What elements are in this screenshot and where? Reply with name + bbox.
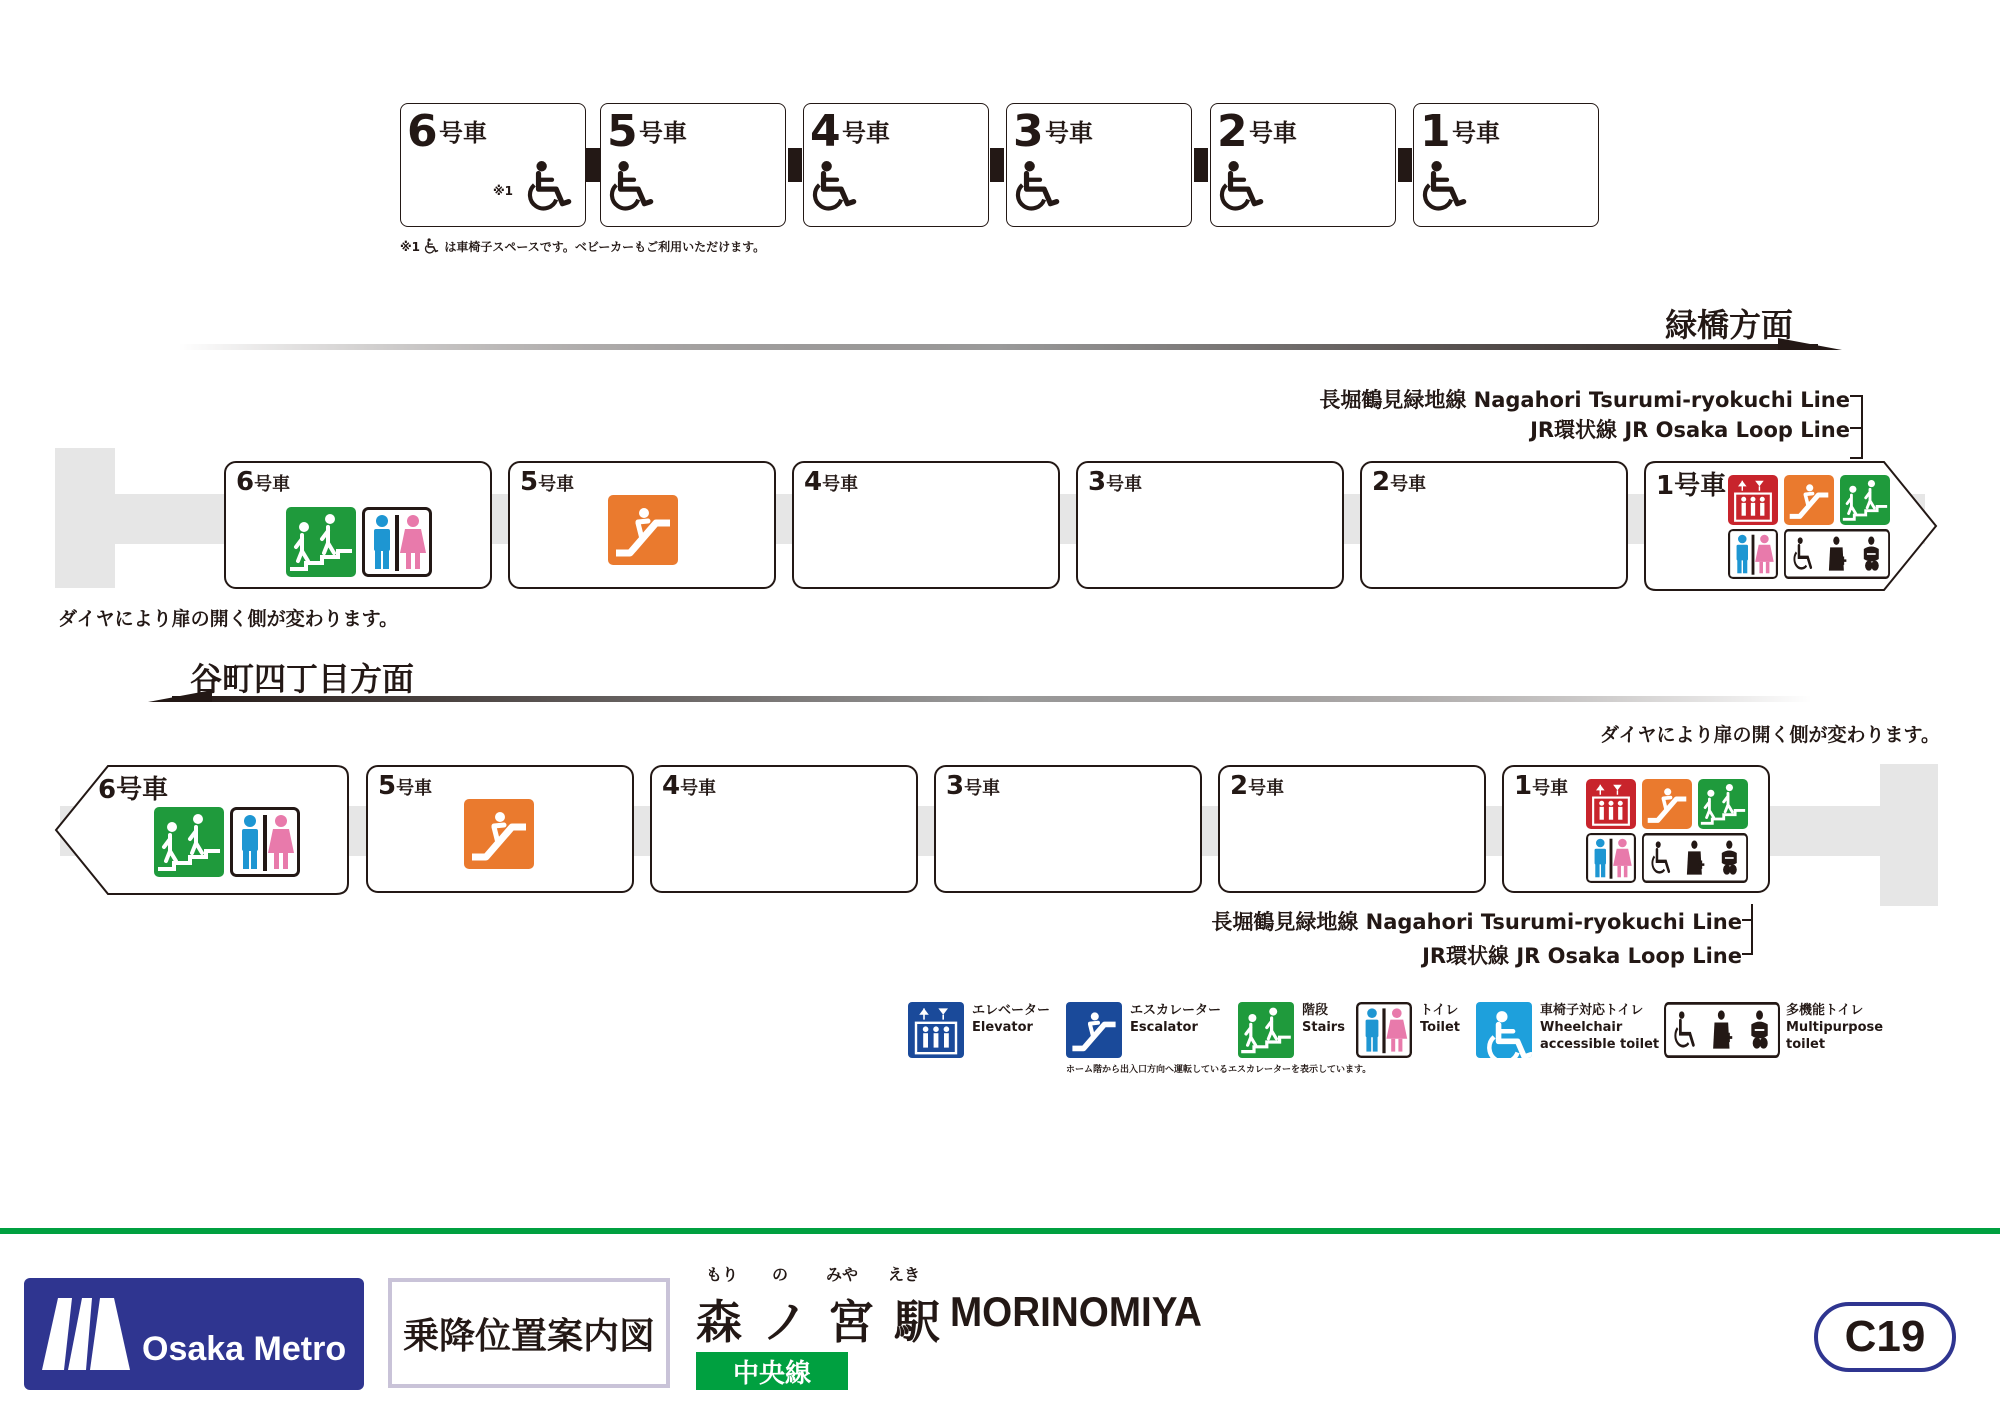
car-number: 2: [1372, 467, 1391, 497]
car-connector: [1194, 148, 1208, 182]
escalator-icon: [1642, 779, 1692, 829]
car-suffix: 号車: [1249, 119, 1297, 147]
car-label: [520, 467, 574, 500]
car-suffix: 号車: [1248, 778, 1285, 799]
car-number: 6: [98, 775, 117, 805]
legend-en: toilet: [1786, 1037, 1826, 1052]
escalator-note: ホーム階から出入口方向へ運転しているエスカレーターを表示しています。: [1066, 1065, 1372, 1075]
car-number: 2: [1230, 771, 1249, 801]
escalator-icon: [1066, 1002, 1122, 1058]
wheelchair-icon: [1476, 1002, 1532, 1058]
direction-heading: 谷町四丁目方面: [190, 660, 415, 698]
car-suffix: 号車: [1390, 474, 1427, 495]
legend-jp: エスカレーター: [1130, 1003, 1222, 1018]
transfer-bracket: [1850, 394, 1870, 460]
car-label: [1514, 771, 1568, 804]
car-number: 4: [810, 106, 841, 157]
lower-car-5: [366, 765, 634, 893]
page-title: 乗降位置案内図: [388, 1278, 670, 1388]
legend-en: Toilet: [1420, 1020, 1461, 1035]
wheelchair-icon: [1420, 160, 1472, 212]
car-number: 4: [662, 771, 681, 801]
legend-jp: 多機能トイレ: [1786, 1003, 1864, 1018]
car-label: [1230, 771, 1284, 804]
legend-en: Escalator: [1130, 1020, 1198, 1035]
stairs-icon: [1698, 779, 1748, 829]
furigana: もり: [706, 1265, 739, 1284]
car-number: 5: [520, 467, 539, 497]
car-suffix: 号車: [1674, 471, 1727, 501]
platform-end: [1880, 764, 1938, 906]
station-name-jp: [696, 1286, 942, 1352]
legend-jp: エレベーター: [972, 1003, 1051, 1018]
elevator-icon: [1728, 475, 1778, 525]
car-label: [1656, 465, 1726, 502]
car-label: [804, 467, 858, 500]
car-number: 3: [1088, 467, 1107, 497]
upper-car-6: [224, 461, 492, 589]
station-name-en: MORINOMIYA: [950, 1288, 1202, 1335]
stairs-icon: [154, 807, 224, 877]
car-label: [1372, 467, 1426, 500]
top-car-5: [600, 103, 786, 227]
transfer-bracket: [1742, 904, 1762, 958]
line-badge: 中央線: [696, 1352, 848, 1390]
lower-car-3: [934, 765, 1202, 893]
platform-end: [55, 448, 115, 588]
top-car-6: [400, 103, 586, 227]
legend-jp: 車椅子対応トイレ: [1540, 1003, 1644, 1018]
toilet-icon: [1586, 833, 1636, 883]
escalator-icon: [464, 799, 534, 869]
multipurpose-toilet-icon: [1784, 529, 1890, 579]
car-suffix: 号車: [538, 474, 575, 495]
top-car-3: [1006, 103, 1192, 227]
escalator-icon: [1784, 475, 1834, 525]
legend-toilet: [1420, 1002, 1460, 1036]
lower-car-1: [1502, 765, 1770, 893]
toilet-icon: [1728, 529, 1778, 579]
direction-arrow-right: [178, 310, 1842, 354]
car-suffix: 号車: [964, 778, 1001, 799]
transfer-line-label: 長堀鶴見緑地線 Nagahori Tsurumi-ryokuchi Line: [1211, 910, 1742, 934]
upper-car-3: [1076, 461, 1344, 589]
transfer-line-label: JR環状線 JR Osaka Loop Line: [1530, 418, 1850, 442]
lower-car-2: [1218, 765, 1486, 893]
car-number: 3: [1013, 106, 1044, 157]
stairs-icon: [286, 507, 356, 577]
car-suffix: 号車: [639, 119, 687, 147]
station-char: 森: [696, 1295, 744, 1349]
car-number: 5: [607, 106, 638, 157]
upper-car-2: [1360, 461, 1628, 589]
wheelchair-icon: [1013, 160, 1065, 212]
car-number: 5: [378, 771, 397, 801]
car-suffix: 号車: [822, 474, 859, 495]
legend-jp: トイレ: [1420, 1003, 1459, 1018]
transfer-line-label: JR環状線 JR Osaka Loop Line: [1422, 944, 1742, 968]
car-suffix: 号車: [1106, 474, 1143, 495]
station-char: 駅: [894, 1295, 943, 1349]
logo-text: Osaka Metro: [142, 1330, 347, 1368]
car-suffix: 号車: [439, 119, 487, 147]
osaka-metro-logo: [24, 1278, 364, 1390]
legend-elevator: [972, 1002, 1050, 1036]
car-suffix: 号車: [842, 119, 890, 147]
car-label: [1088, 467, 1142, 500]
car-suffix: 号車: [254, 474, 291, 495]
furigana: みや: [826, 1265, 859, 1284]
legend-en: Multipurpose: [1786, 1020, 1884, 1035]
upper-car-4: [792, 461, 1060, 589]
wheelchair-icon: [607, 160, 659, 212]
car-suffix: 号車: [1452, 119, 1500, 147]
multipurpose-toilet-icon: [1642, 833, 1748, 883]
wheelchair-icon: [810, 160, 862, 212]
note-text: は車椅子スペースです。ベビーカーもご利用いただけます。: [444, 240, 766, 254]
stairs-icon: [1840, 475, 1890, 525]
door-side-note: ダイヤにより扉の開く側が変わります。: [58, 608, 399, 630]
escalator-icon: [608, 495, 678, 565]
metro-m-icon: [38, 1296, 134, 1372]
toilet-icon: [1356, 1002, 1412, 1058]
legend-escalator: [1130, 1002, 1221, 1036]
wheelchair-icon: [1217, 160, 1269, 212]
elevator-icon: [1586, 779, 1636, 829]
legend-en: Stairs: [1302, 1020, 1345, 1035]
upper-car-1: [1644, 461, 1940, 591]
car-number: 1: [1420, 106, 1451, 157]
car-suffix: 号車: [1045, 119, 1093, 147]
car-label: [946, 771, 1000, 804]
car-suffix: 号車: [680, 778, 717, 799]
car-suffix: 号車: [1532, 778, 1569, 799]
station-char: 宮: [828, 1295, 877, 1349]
wheelchair-icon: [424, 238, 440, 254]
legend-en: Elevator: [972, 1020, 1033, 1035]
car-connector: [990, 148, 1004, 182]
car-number: 6: [236, 467, 255, 497]
car-number: 2: [1217, 106, 1248, 157]
furigana: えき: [888, 1265, 921, 1284]
car-suffix: 号車: [396, 778, 433, 799]
car-connector: [1398, 148, 1412, 182]
multipurpose-toilet-icon: [1664, 1002, 1780, 1058]
car-connector: [586, 148, 600, 182]
wheelchair-icon: [525, 160, 577, 212]
top-car-2: [1210, 103, 1396, 227]
station-char: ノ: [762, 1295, 811, 1349]
car-label: [378, 771, 432, 804]
note-marker: ※1: [493, 184, 514, 198]
legend-multipurpose-toilet: [1786, 1002, 1883, 1053]
toilet-icon: [362, 507, 432, 577]
direction-heading: 緑橋方面: [1665, 306, 1794, 344]
upper-car-5: [508, 461, 776, 589]
legend-en: accessible toilet: [1540, 1037, 1660, 1052]
elevator-icon: [908, 1002, 964, 1058]
wheelchair-space-note: [400, 238, 765, 255]
toilet-icon: [230, 807, 300, 877]
legend-stairs: [1302, 1002, 1345, 1036]
car-label: [662, 771, 716, 804]
top-car-1: [1413, 103, 1599, 227]
stairs-icon: [1238, 1002, 1294, 1058]
footer-line: [0, 1228, 2000, 1234]
car-number: 1: [1514, 771, 1533, 801]
door-side-note: ダイヤにより扉の開く側が変わります。: [1599, 724, 1940, 746]
transfer-line-label: 長堀鶴見緑地線 Nagahori Tsurumi-ryokuchi Line: [1319, 388, 1850, 412]
car-label: [98, 769, 168, 806]
car-number: 6: [407, 106, 438, 157]
legend-en: Wheelchair: [1540, 1020, 1623, 1035]
top-car-4: [803, 103, 989, 227]
lower-car-4: [650, 765, 918, 893]
note-marker: ※1: [400, 240, 421, 254]
furigana: の: [772, 1265, 789, 1284]
lower-car-6: [52, 765, 350, 895]
legend-wheelchair-toilet: [1540, 1002, 1659, 1053]
legend-jp: 階段: [1302, 1003, 1329, 1018]
station-code-badge: C19: [1814, 1302, 1956, 1372]
car-number: 4: [804, 467, 823, 497]
car-number: 3: [946, 771, 965, 801]
car-connector: [788, 148, 802, 182]
car-suffix: 号車: [116, 775, 169, 805]
car-number: 1: [1656, 471, 1675, 501]
car-label: [236, 467, 290, 500]
